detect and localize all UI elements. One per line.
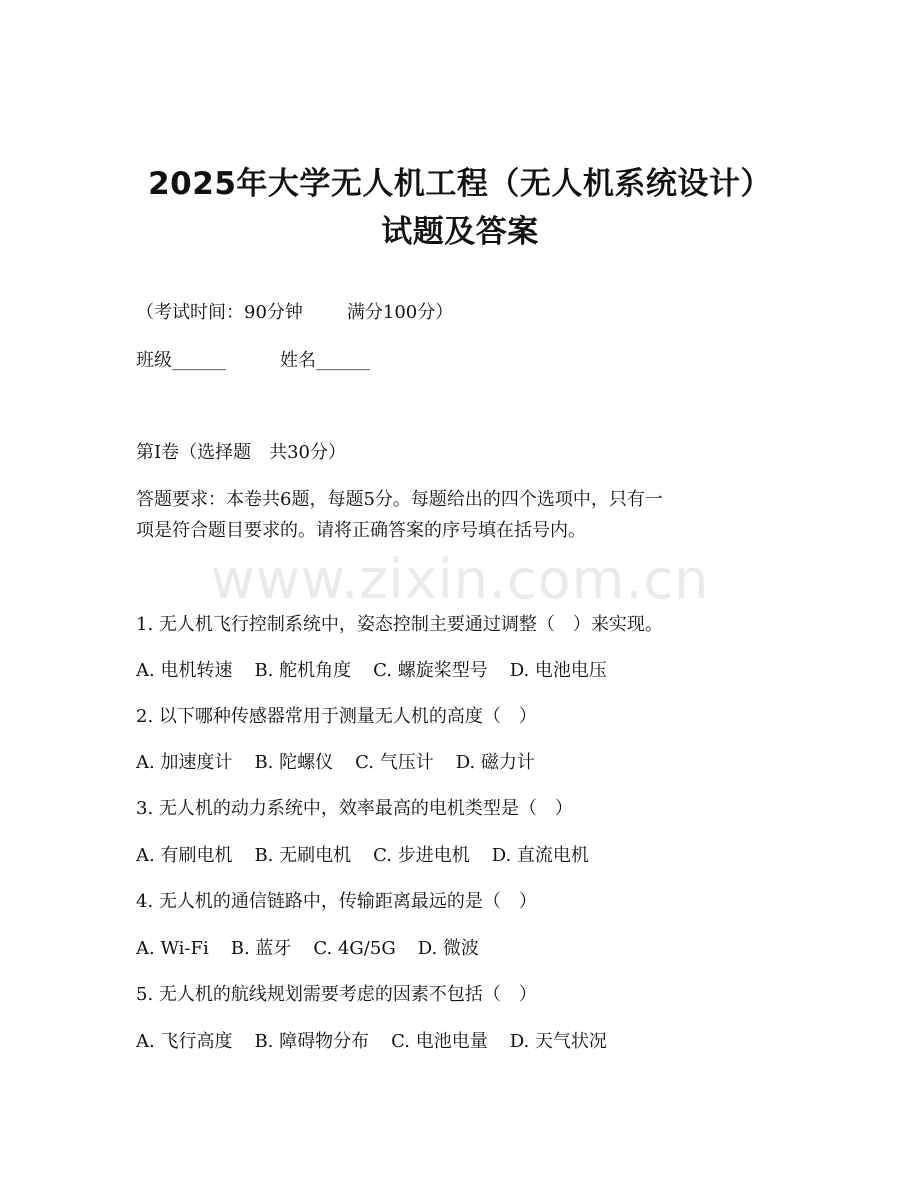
option-a: A. 飞行高度 [136, 1031, 233, 1052]
option-b: B. 陀螺仪 [254, 752, 334, 773]
option-a: A. 加速度计 [136, 752, 233, 773]
document-title-line-1: 2025年大学无人机工程（无人机系统设计） [148, 166, 772, 202]
question-options [136, 845, 589, 867]
option-d: D. 微波 [417, 938, 479, 959]
section-title: 第I卷（选择题 共30分） [136, 442, 347, 463]
option-c: C. 螺旋桨型号 [373, 660, 488, 681]
option-b: B. 障碍物分布 [254, 1031, 370, 1052]
option-d: D. 直流电机 [491, 845, 589, 866]
document-title-line-2: 试题及答案 [381, 214, 539, 250]
question-stem: 4. 无人机的通信链路中，传输距离最远的是（ ） [136, 891, 537, 912]
option-d: D. 天气状况 [509, 1031, 607, 1052]
question-options [136, 660, 607, 682]
option-c: C. 4G/5G [313, 938, 396, 959]
exam-time: （考试时间：90分钟 [136, 302, 303, 323]
option-a: A. Wi-Fi [136, 938, 209, 959]
question-stem: 2. 以下哪种传感器常用于测量无人机的高度（ ） [136, 706, 537, 727]
option-a: A. 有刷电机 [136, 845, 233, 866]
full-score: 满分100分） [346, 302, 454, 323]
question-stem: 1. 无人机飞行控制系统中，姿态控制主要通过调整（ ）来实现。 [136, 614, 663, 635]
option-c: C. 电池电量 [391, 1031, 488, 1052]
exam-info [136, 302, 453, 324]
question-options [136, 752, 535, 774]
question-stem: 3. 无人机的动力系统中，效率最高的电机类型是（ ） [136, 798, 573, 819]
watermark: www.zixin.com.cn [210, 548, 710, 611]
option-b: B. 无刷电机 [254, 845, 352, 866]
option-d: D. 电池电压 [509, 660, 607, 681]
instructions-line-2: 项是符合题目要求的。请将正确答案的序号填在括号内。 [136, 520, 586, 541]
option-c: C. 步进电机 [373, 845, 470, 866]
option-b: B. 蓝牙 [230, 938, 292, 959]
option-c: C. 气压计 [355, 752, 434, 773]
option-b: B. 舵机角度 [254, 660, 352, 681]
question-options [136, 938, 479, 960]
option-a: A. 电机转速 [136, 660, 233, 681]
class-field: 班级______ [136, 350, 226, 371]
name-field: 姓名______ [280, 350, 370, 371]
student-info [136, 350, 370, 372]
question-options [136, 1031, 607, 1053]
option-d: D. 磁力计 [455, 752, 535, 773]
instructions-line-1: 答题要求：本卷共6题，每题5分。每题给出的四个选项中，只有一 [136, 489, 663, 510]
question-stem: 5. 无人机的航线规划需要考虑的因素不包括（ ） [136, 984, 537, 1005]
